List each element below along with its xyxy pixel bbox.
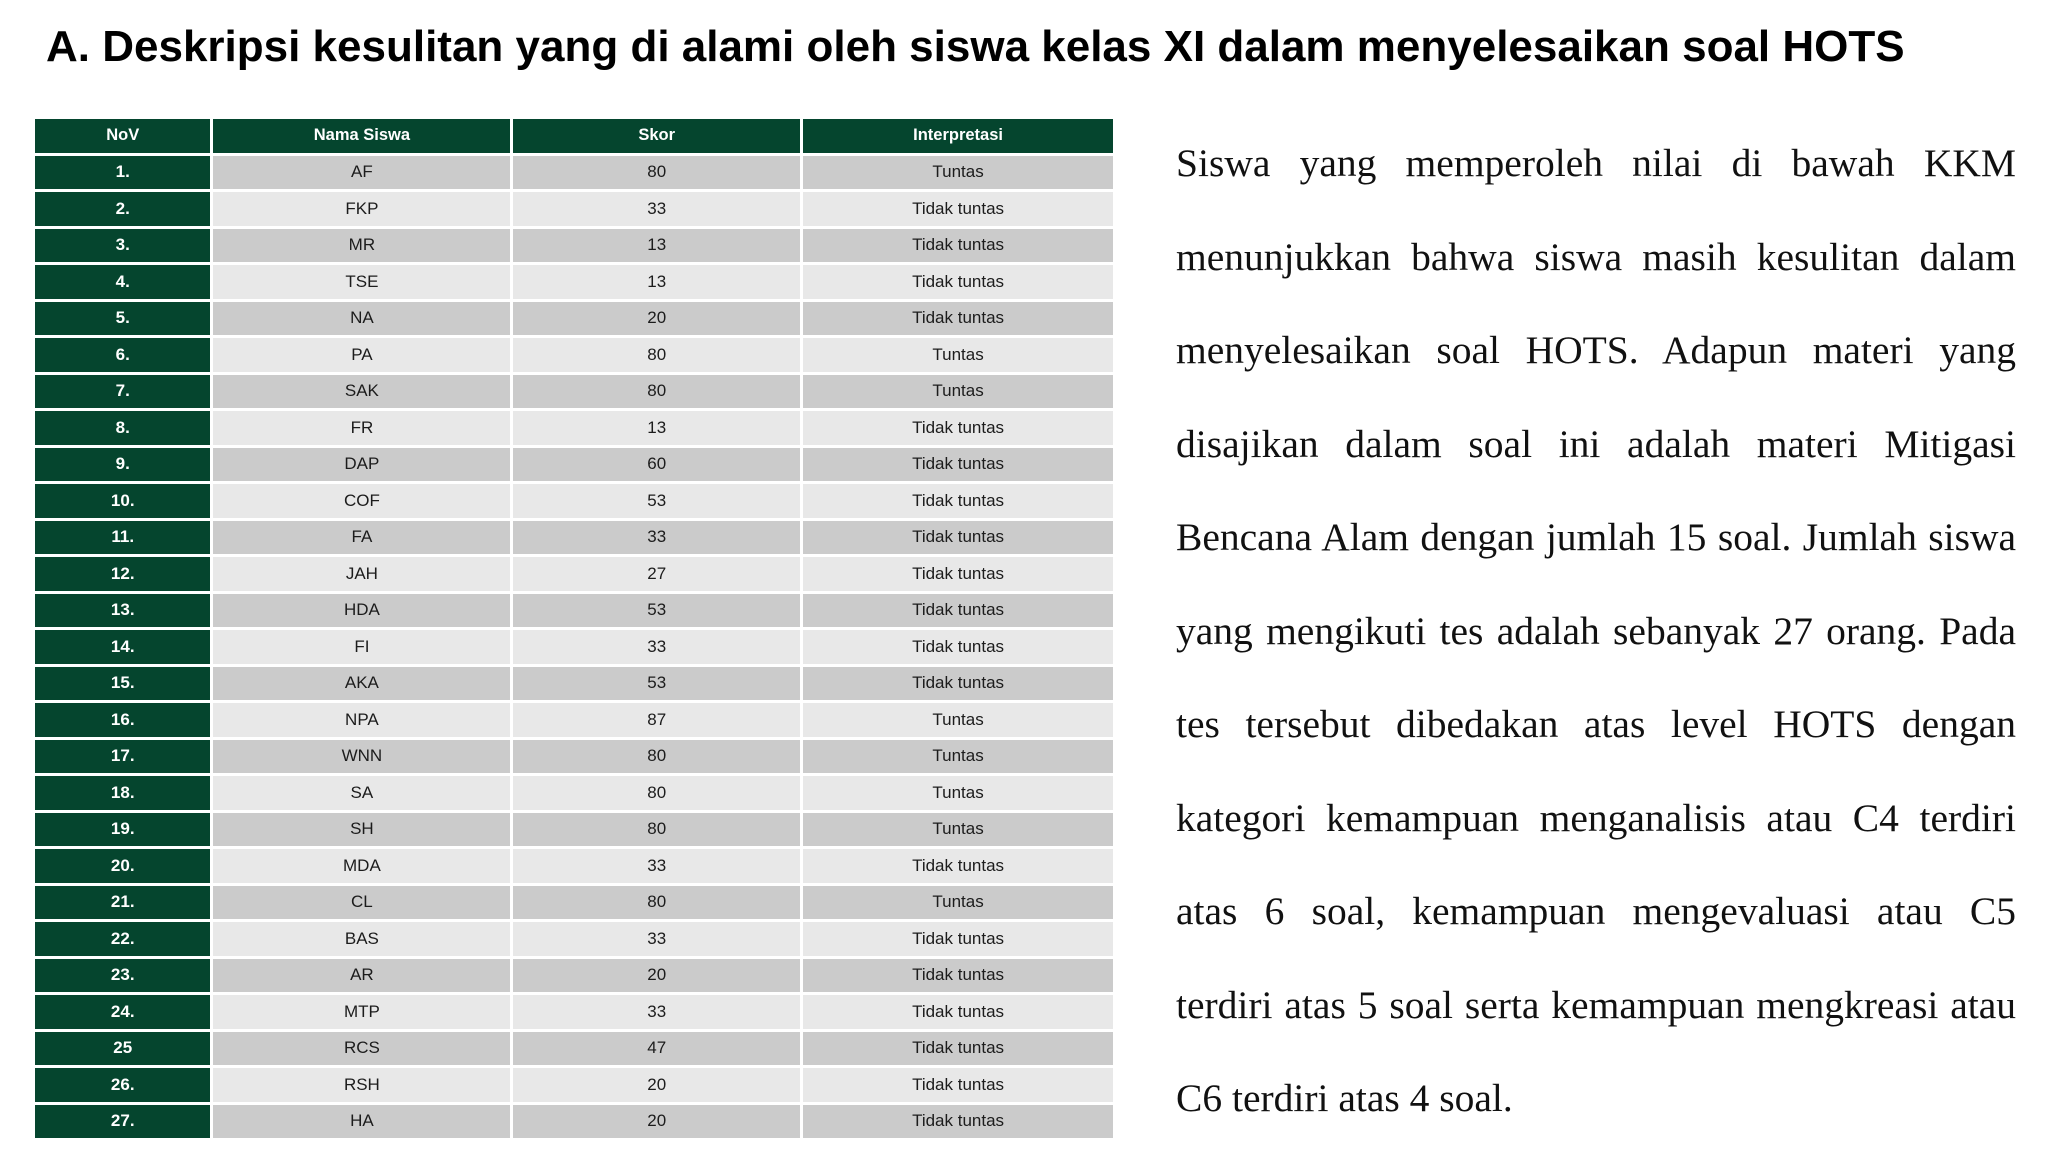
table-row xyxy=(35,813,1113,847)
student-score: 60 xyxy=(513,448,800,482)
student-name: PA xyxy=(213,338,510,372)
interpretation: Tuntas xyxy=(803,776,1113,810)
student-name: AKA xyxy=(213,667,510,701)
student-name: NA xyxy=(213,302,510,336)
student-name: MTP xyxy=(213,995,510,1029)
interpretation: Tuntas xyxy=(803,156,1113,190)
table-row xyxy=(35,630,1113,664)
student-score: 80 xyxy=(513,156,800,190)
student-score: 33 xyxy=(513,922,800,956)
row-number: 7. xyxy=(35,375,210,409)
description-paragraph: Siswa yang memperoleh nilai di bawah KKM menunjukkan bahwa siswa masih kesulitan dalam menyelesaikan soal HOTS. Adapun materi yang disajikan dalam soal ini adalah materi Mitigasi Bencana Alam dengan jumlah 15 soal. Jumlah siswa yang mengikuti tes adalah sebanyak 27 orang. Pada tes tersebut dibedakan atas level HOTS dengan kategori kemampuan menganalisis atau C4 terdiri atas 6 soal, kemampuan mengevaluasi atau C5 terdiri atas 5 soal serta kemampuan mengkreasi atau C6 terdiri atas 4 soal. xyxy=(1176,141,2016,1120)
interpretation: Tidak tuntas xyxy=(803,667,1113,701)
table-row xyxy=(35,338,1113,372)
student-name: FKP xyxy=(213,192,510,226)
row-number: 25 xyxy=(35,1032,210,1066)
student-name: FR xyxy=(213,411,510,445)
student-name: AR xyxy=(213,959,510,993)
interpretation: Tidak tuntas xyxy=(803,1068,1113,1102)
student-score: 33 xyxy=(513,521,800,555)
interpretation: Tuntas xyxy=(803,886,1113,920)
table-row xyxy=(35,521,1113,555)
header-skor: Skor xyxy=(513,119,800,153)
student-name: FI xyxy=(213,630,510,664)
interpretation: Tidak tuntas xyxy=(803,557,1113,591)
table-row xyxy=(35,411,1113,445)
student-score: 20 xyxy=(513,302,800,336)
student-score-table xyxy=(32,116,1116,1141)
table-row xyxy=(35,703,1113,737)
interpretation: Tidak tuntas xyxy=(803,265,1113,299)
table-row xyxy=(35,229,1113,263)
student-score: 33 xyxy=(513,849,800,883)
row-number: 17. xyxy=(35,740,210,774)
student-score: 80 xyxy=(513,776,800,810)
table-row xyxy=(35,594,1113,628)
table-row xyxy=(35,886,1113,920)
row-number: 23. xyxy=(35,959,210,993)
student-score: 20 xyxy=(513,959,800,993)
table-row xyxy=(35,156,1113,190)
student-name: HDA xyxy=(213,594,510,628)
student-name: HA xyxy=(213,1105,510,1139)
interpretation: Tuntas xyxy=(803,338,1113,372)
table-row xyxy=(35,995,1113,1029)
table-row xyxy=(35,448,1113,482)
row-number: 27. xyxy=(35,1105,210,1139)
page-title: A. Deskripsi kesulitan yang di alami oleh siswa kelas XI dalam menyelesaikan soal HOTS xyxy=(46,22,1905,71)
row-number: 18. xyxy=(35,776,210,810)
interpretation: Tidak tuntas xyxy=(803,192,1113,226)
table-row xyxy=(35,265,1113,299)
student-name: FA xyxy=(213,521,510,555)
interpretation: Tidak tuntas xyxy=(803,1032,1113,1066)
interpretation: Tidak tuntas xyxy=(803,849,1113,883)
interpretation: Tidak tuntas xyxy=(803,594,1113,628)
student-score: 53 xyxy=(513,594,800,628)
interpretation: Tidak tuntas xyxy=(803,484,1113,518)
student-name: RCS xyxy=(213,1032,510,1066)
row-number: 22. xyxy=(35,922,210,956)
student-score: 80 xyxy=(513,813,800,847)
student-score: 80 xyxy=(513,740,800,774)
student-name: NPA xyxy=(213,703,510,737)
row-number: 8. xyxy=(35,411,210,445)
row-number: 1. xyxy=(35,156,210,190)
header-no: NoV xyxy=(35,119,210,153)
student-score: 47 xyxy=(513,1032,800,1066)
interpretation: Tuntas xyxy=(803,375,1113,409)
row-number: 5. xyxy=(35,302,210,336)
student-score: 53 xyxy=(513,484,800,518)
student-score: 80 xyxy=(513,375,800,409)
row-number: 4. xyxy=(35,265,210,299)
student-name: SH xyxy=(213,813,510,847)
table-row xyxy=(35,959,1113,993)
table-row xyxy=(35,375,1113,409)
student-name: MDA xyxy=(213,849,510,883)
table-row xyxy=(35,1105,1113,1139)
student-name: COF xyxy=(213,484,510,518)
interpretation: Tidak tuntas xyxy=(803,521,1113,555)
row-number: 3. xyxy=(35,229,210,263)
table-row xyxy=(35,1032,1113,1066)
student-name: TSE xyxy=(213,265,510,299)
student-name: AF xyxy=(213,156,510,190)
student-name: JAH xyxy=(213,557,510,591)
interpretation: Tidak tuntas xyxy=(803,411,1113,445)
table-row xyxy=(35,922,1113,956)
row-number: 9. xyxy=(35,448,210,482)
interpretation: Tidak tuntas xyxy=(803,922,1113,956)
row-number: 12. xyxy=(35,557,210,591)
table-row xyxy=(35,667,1113,701)
table-row xyxy=(35,1068,1113,1102)
interpretation: Tidak tuntas xyxy=(803,959,1113,993)
interpretation: Tidak tuntas xyxy=(803,995,1113,1029)
table-row xyxy=(35,776,1113,810)
interpretation: Tuntas xyxy=(803,813,1113,847)
student-name: SA xyxy=(213,776,510,810)
row-number: 13. xyxy=(35,594,210,628)
student-score: 33 xyxy=(513,630,800,664)
student-name: BAS xyxy=(213,922,510,956)
student-name: CL xyxy=(213,886,510,920)
student-score: 20 xyxy=(513,1068,800,1102)
student-score: 80 xyxy=(513,338,800,372)
student-name: DAP xyxy=(213,448,510,482)
row-number: 19. xyxy=(35,813,210,847)
student-score: 13 xyxy=(513,229,800,263)
header-interpretasi: Interpretasi xyxy=(803,119,1113,153)
row-number: 21. xyxy=(35,886,210,920)
student-score: 87 xyxy=(513,703,800,737)
interpretation: Tidak tuntas xyxy=(803,448,1113,482)
header-nama-siswa: Nama Siswa xyxy=(213,119,510,153)
interpretation: Tuntas xyxy=(803,740,1113,774)
row-number: 15. xyxy=(35,667,210,701)
table-row xyxy=(35,192,1113,226)
row-number: 14. xyxy=(35,630,210,664)
student-score: 53 xyxy=(513,667,800,701)
row-number: 2. xyxy=(35,192,210,226)
interpretation: Tidak tuntas xyxy=(803,630,1113,664)
student-score: 13 xyxy=(513,411,800,445)
row-number: 10. xyxy=(35,484,210,518)
table-row xyxy=(35,302,1113,336)
row-number: 26. xyxy=(35,1068,210,1102)
row-number: 16. xyxy=(35,703,210,737)
table-row xyxy=(35,740,1113,774)
student-score: 27 xyxy=(513,557,800,591)
row-number: 6. xyxy=(35,338,210,372)
interpretation: Tuntas xyxy=(803,703,1113,737)
student-score: 33 xyxy=(513,995,800,1029)
row-number: 20. xyxy=(35,849,210,883)
table-row xyxy=(35,484,1113,518)
table-row xyxy=(35,557,1113,591)
table-header-row xyxy=(35,119,1113,153)
table-row xyxy=(35,849,1113,883)
student-score: 33 xyxy=(513,192,800,226)
student-name: MR xyxy=(213,229,510,263)
student-score: 80 xyxy=(513,886,800,920)
student-name: WNN xyxy=(213,740,510,774)
row-number: 24. xyxy=(35,995,210,1029)
student-score: 13 xyxy=(513,265,800,299)
student-score: 20 xyxy=(513,1105,800,1139)
student-name: RSH xyxy=(213,1068,510,1102)
row-number: 11. xyxy=(35,521,210,555)
student-name: SAK xyxy=(213,375,510,409)
interpretation: Tidak tuntas xyxy=(803,229,1113,263)
interpretation: Tidak tuntas xyxy=(803,1105,1113,1139)
interpretation: Tidak tuntas xyxy=(803,302,1113,336)
